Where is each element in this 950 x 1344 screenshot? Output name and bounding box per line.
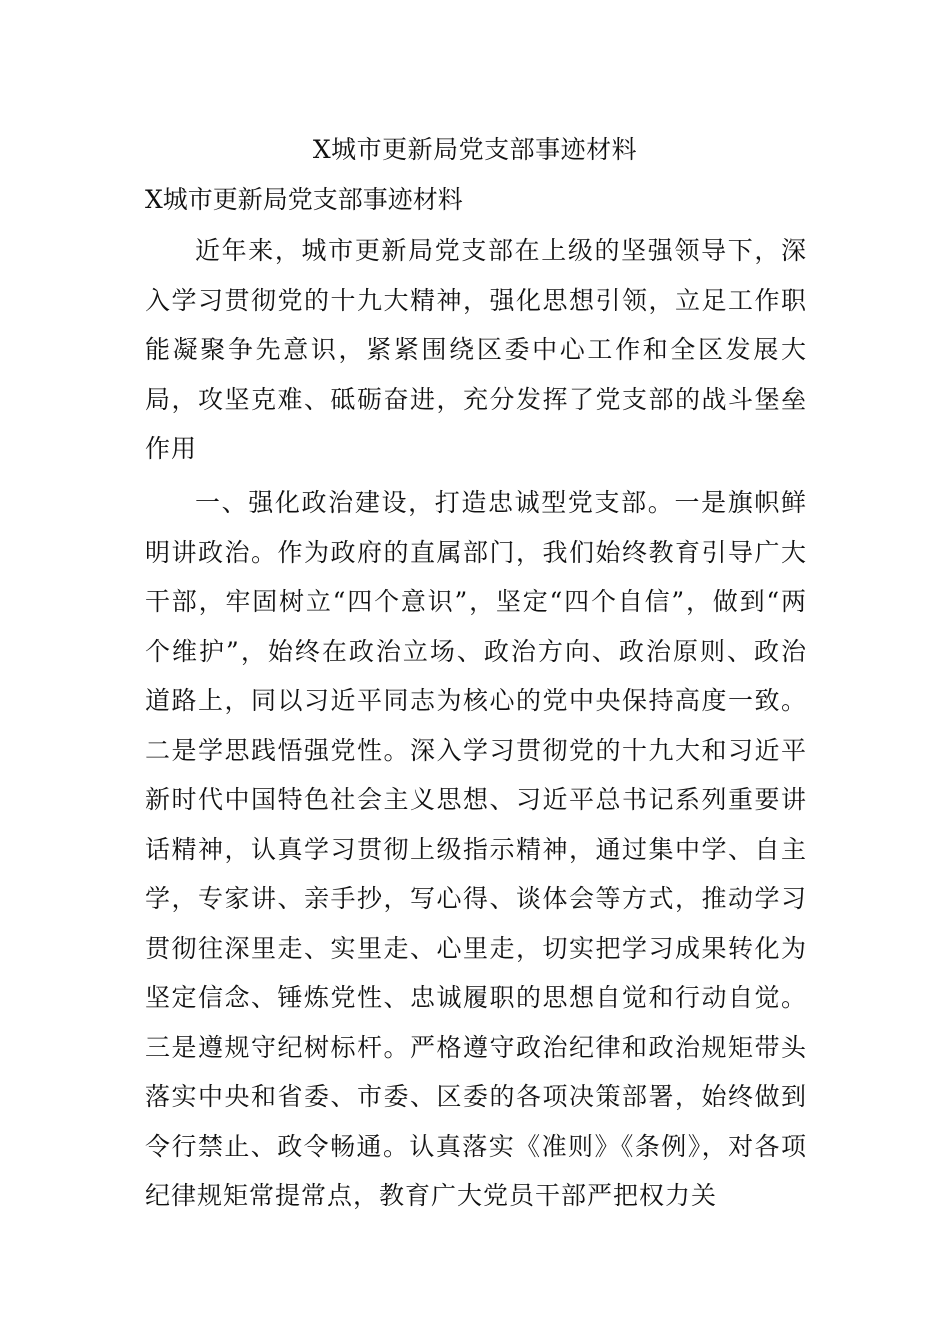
paragraph-intro: 近年来，城市更新局党支部在上级的坚强领导下，深入学习贯彻党的十九大精神，强化思想引领，立足工作职能凝聚争先意识，紧紧围绕区委中心工作和全区发展大局，攻坚克难、砥砺奋进，充分发挥了党支部的战斗堡垒作用 (145, 236, 807, 463)
page-title: X城市更新局党支部事迹材料 (312, 135, 638, 164)
document-subtitle: X城市更新局党支部事迹材料 (145, 185, 463, 214)
paragraph-section-one: 一、强化政治建设，打造忠诚型党支部。一是旗帜鲜明讲政治。作为政府的直属部门，我们始终教育引导广大干部，牢固树立“四个意识”，坚定“四个自信”，做到“两个维护”，始终在政治立场、政治方向、政治原则、政治道路上，同以习近平同志为核心的党中央保持高度一致。二是学思践悟强党性。深入学习贯彻党的十九大和习近平新时代中国特色社会主义思想、习近平总书记系列重要讲话精神，认真学习贯彻上级指示精神，通过集中学、自主学，专家讲、亲手抄，写心得、谈体会等方式，推动学习贯彻往深里走、实里走、心里走，切实把学习成果转化为坚定信念、锤炼党性、忠诚履职的思想自觉和行动自觉。三是遵规守纪树标杆。严格遵守政治纪律和政治规矩带头落实中央和省委、市委、区委的各项决策部署，始终做到令行禁止、政令畅通。认真落实《准则》《条例》，对各项纪律规矩常提常点，教育广大党员干部严把权力关 (145, 488, 807, 1210)
